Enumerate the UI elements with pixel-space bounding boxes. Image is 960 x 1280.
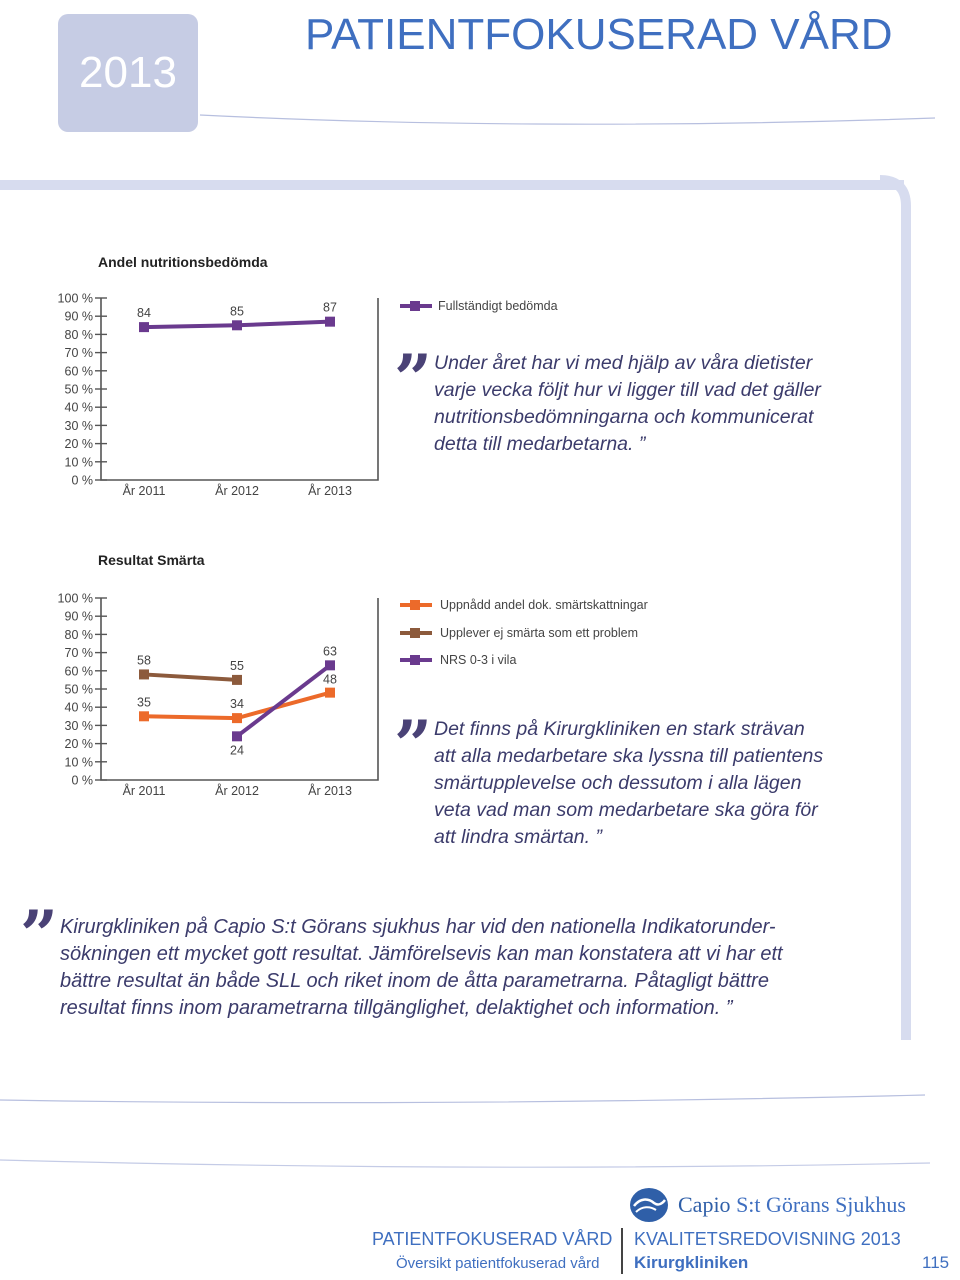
- chart2-legend-label-3: NRS 0-3 i vila: [440, 653, 517, 667]
- chart2-y-tick-label: 30 %: [64, 718, 93, 733]
- chart2-y-tick-label: 70 %: [64, 646, 93, 661]
- chart2-y-tick-label: 80 %: [64, 627, 93, 642]
- chart2-data-label: 55: [230, 658, 244, 673]
- chart1-title: Andel nutritionsbedömda: [98, 254, 268, 270]
- chart1-x-tick-label: År 2013: [308, 484, 352, 498]
- chart2-plot: [0, 580, 380, 810]
- chart2-data-point-1: [139, 711, 149, 721]
- quote-mark-icon: ”: [394, 340, 432, 418]
- chart2-legend-label-2: Upplever ej smärta som ett problem: [440, 626, 638, 640]
- chart2-data-point-3: [325, 660, 335, 670]
- chart2-y-tick-label: 10 %: [64, 755, 93, 770]
- chart1-data-point-1: [139, 322, 149, 332]
- chart2-quote-line: Det finns på Kirurgkliniken en stark strävan: [434, 718, 805, 740]
- main-quote-line: resultat finns inom parametrarna tillgänglighet, delaktighet och information. ”: [60, 997, 733, 1019]
- chart1-y-tick-label: 30 %: [64, 418, 93, 433]
- quote-mark-icon: ”: [394, 706, 432, 784]
- chart2-quote-line: att lindra smärtan. ”: [434, 826, 602, 848]
- year-text: 2013: [79, 48, 177, 97]
- chart2-series-line-3: [237, 665, 330, 736]
- quote-mark-icon: ”: [20, 896, 58, 974]
- chart1-y-tick-label: 10 %: [64, 455, 93, 470]
- chart1-y-tick-label: 0 %: [71, 473, 93, 488]
- chart2-data-label: 24: [230, 743, 244, 758]
- footer-report: KVALITETSREDOVISNING 2013: [634, 1229, 901, 1249]
- chart1-data-label: 84: [137, 306, 151, 321]
- chart2-legend-marker-3: [398, 652, 434, 668]
- chart1-quote-line: nutritionsbedömningarna och kommunicerat: [434, 406, 814, 428]
- chart2-y-tick-label: 0 %: [71, 773, 93, 788]
- chart2-y-tick-label: 40 %: [64, 700, 93, 715]
- chart2-data-label: 48: [323, 672, 337, 687]
- chart1-data-label: 87: [323, 300, 337, 315]
- chart1-quote: [434, 350, 821, 458]
- chart2-quote-line: smärtupplevelse och dessutom i alla lägen: [434, 772, 802, 794]
- chart2-y-tick-label: 90 %: [64, 609, 93, 624]
- chart1-y-tick-label: 60 %: [64, 364, 93, 379]
- chart2-legend-label-1: Uppnådd andel dok. smärtskattningar: [440, 598, 648, 612]
- chart1-x-tick-label: År 2011: [122, 484, 166, 498]
- chart2-data-point-1: [325, 688, 335, 698]
- chart1-data-point-1: [232, 320, 242, 330]
- chart1-x-tick-label: År 2012: [215, 484, 259, 498]
- chart2-legend-marker-2: [398, 625, 434, 641]
- chart2-data-point-2: [139, 669, 149, 679]
- chart1-quote-line: varje vecka följt hur vi ligger till vad det gäller: [434, 379, 821, 401]
- chart2-x-tick-label: År 2013: [308, 784, 352, 798]
- chart1-data-label: 85: [230, 304, 244, 319]
- chart2-data-point-2: [232, 675, 242, 685]
- chart2-quote-line: att alla medarbetare ska lyssna till patientens: [434, 745, 824, 767]
- chart2-data-label: 58: [137, 653, 151, 668]
- chart2-x-tick-label: År 2012: [215, 784, 259, 798]
- chart2-data-label: 63: [323, 644, 337, 659]
- chart2-legend-marker-1: [398, 597, 434, 613]
- chart1-y-tick-label: 50 %: [64, 382, 93, 397]
- main-quote-line: sökningen ett mycket gott resultat. Jämförelsevis kan man konstatera att vi har ett: [60, 943, 783, 965]
- chart2-data-label: 35: [137, 695, 151, 710]
- chart2-series-line-2: [144, 674, 237, 679]
- chart1-y-tick-label: 80 %: [64, 327, 93, 342]
- chart2-y-tick-label: 50 %: [64, 682, 93, 697]
- chart2-title: Resultat Smärta: [98, 552, 205, 568]
- chart2-y-tick-label: 60 %: [64, 664, 93, 679]
- chart1-y-tick-label: 20 %: [64, 437, 93, 452]
- chart2-x-tick-label: År 2011: [122, 784, 166, 798]
- footer-divider: [621, 1228, 623, 1274]
- main-quote: [60, 914, 783, 1022]
- chart2-data-point-3: [232, 731, 242, 741]
- chart2-quote: [434, 716, 823, 851]
- chart1-quote-line: Under året har vi med hjälp av våra dietister: [434, 352, 813, 374]
- chart2-y-tick-label: 20 %: [64, 737, 93, 752]
- capio-logo-text: [678, 1192, 906, 1218]
- main-quote-line: Kirurgkliniken på Capio S:t Görans sjukhus har vid den nationella Indikatorunder-: [60, 916, 776, 938]
- chart1-legend-marker: [398, 298, 434, 314]
- chart2-quote-line: veta vad man som medarbetare ska göra för: [434, 799, 818, 821]
- chart1-data-point-1: [325, 317, 335, 327]
- chart1-y-tick-label: 40 %: [64, 400, 93, 415]
- chart2-y-tick-label: 100 %: [57, 591, 93, 606]
- main-quote-line: bättre resultat än både SLL och riket inom de åtta parametrarna. Påtagligt bättre: [60, 970, 769, 992]
- page-title: PATIENTFOKUSERAD VÅRD: [305, 10, 893, 59]
- footer-department: Kirurgkliniken: [634, 1253, 749, 1272]
- capio-logo-icon: [628, 1186, 670, 1224]
- logo-text-capio: Capio: [678, 1192, 731, 1217]
- footer-subsection: Översikt patientfokuserad vård: [396, 1255, 600, 1272]
- chart1-y-tick-label: 70 %: [64, 346, 93, 361]
- footer-section: PATIENTFOKUSERAD VÅRD: [372, 1229, 613, 1249]
- chart2-data-label: 34: [230, 697, 244, 712]
- chart1-y-tick-label: 90 %: [64, 309, 93, 324]
- chart1-legend-label: Fullständigt bedömda: [438, 299, 558, 313]
- chart1-quote-line: detta till medarbetarna. ”: [434, 433, 646, 455]
- page-number: 115: [922, 1253, 950, 1272]
- chart1-plot: [0, 280, 380, 510]
- chart2-data-point-1: [232, 713, 242, 723]
- chart1-y-tick-label: 100 %: [57, 291, 93, 306]
- logo-text-hospital: S:t Görans Sjukhus: [736, 1192, 906, 1217]
